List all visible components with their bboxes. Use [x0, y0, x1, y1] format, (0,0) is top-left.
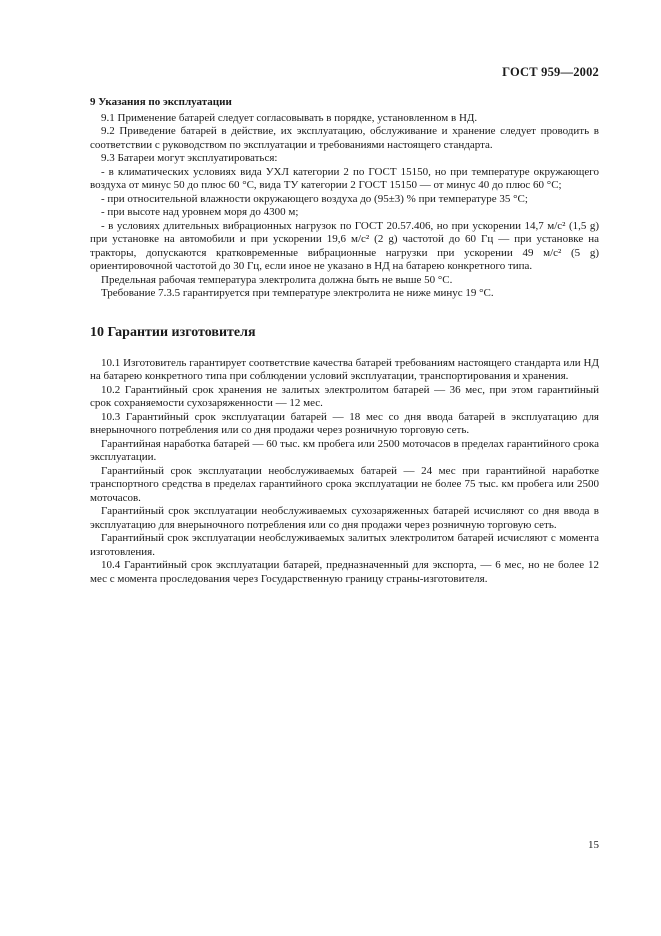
section-9-heading: 9 Указания по эксплуатации: [90, 96, 232, 108]
paragraph-9-2: 9.2 Приведение батарей в действие, их эксплуатацию, обслуживание и хранение следует проводить в соответствии с руководством по эксплуатации и требованиями настоящего стандарта.: [90, 125, 599, 151]
paragraph-10-4: 10.4 Гарантийный срок эксплуатации батарей, предназначенный для экспорта, — 6 мес, но не более 12 мес с момента проследования через Государственную границу страны-изготовителя.: [90, 559, 599, 585]
paragraph-10-2: 10.2 Гарантийный срок хранения не залитых электролитом батарей — 36 мес, при этом гарантийный срок сохраняемости сухозаряженности — 12 мес.: [90, 383, 599, 409]
list-item-humidity: - при относительной влажности окружающего воздуха до (95±3) % при температуре 35 °С;: [101, 192, 528, 205]
paragraph-filled: Гарантийный срок эксплуатации необслуживаемых залитых электролитом батарей исчисляют с момента изготовления.: [90, 532, 599, 558]
list-item-climate: - в климатических условиях вида УХЛ категории 2 по ГОСТ 15150, но при температуре окружающего воздуха от минус 50 до плюс 60 °С, вида ТУ категории 2 ГОСТ 15150 — от минус 40 до плюс 60 °С;: [90, 165, 599, 191]
page-content: [90, 96, 599, 586]
paragraph-9-3: 9.3 Батареи могут эксплуатироваться:: [101, 152, 278, 164]
paragraph-10-1: 10.1 Изготовитель гарантирует соответствие качества батарей требованиям настоящего стандарта или НД на батарею конкретного типа при соблюдении условий эксплуатации, транспортирования и хранения.: [90, 356, 599, 382]
paragraph-warranty-mileage: Гарантийная наработка батарей — 60 тыс. км пробега или 2500 моточасов в пределах гарантийного срока эксплуатации.: [90, 437, 599, 463]
document-header: ГОСТ 959—2002: [502, 65, 599, 79]
section-10-heading: 10 Гарантии изготовителя: [90, 324, 256, 340]
paragraph-10-3: 10.3 Гарантийный срок эксплуатации батарей — 18 мес со дня ввода батарей в эксплуатацию для внерыночного потребления или со дня продажи через розничную торговую сеть.: [90, 410, 599, 436]
paragraph-maintenance-free: Гарантийный срок эксплуатации необслуживаемых батарей — 24 мес при гарантийной наработке транспортного средства в пределах гарантийного срока эксплуатации не более 75 тыс. км пробега или 2500 моточасов.: [90, 464, 599, 504]
list-item-altitude: - при высоте над уровнем моря до 4300 м;: [101, 206, 299, 218]
list-item-vibration: - в условиях длительных вибрационных нагрузок по ГОСТ 20.57.406, но при ускорении 14,7 м/с² (1,5 g) при установке на автомобили и при ускорении 19,6 м/с² (2 g) частотой до 60 Гц — при установке на тракторы, допускаются кратковременные вибрационные нагрузки при ускорении 49 м/с² (5 g) ориентировочной частотой до 30 Гц, если иное не указано в НД на батарею конкретного типа.: [90, 219, 599, 272]
paragraph-9-1: 9.1 Применение батарей следует согласовывать в порядке, установленном в НД.: [101, 111, 478, 124]
paragraph-dry-charged: Гарантийный срок эксплуатации необслуживаемых сухозаряженных батарей исчисляют со дня ввода в эксплуатацию для внерыночного потребления или со дня продажи через розничную торговую сеть.: [90, 505, 599, 531]
page-number: 15: [588, 839, 599, 851]
paragraph-requirement: Требование 7.3.5 гарантируется при температуре электролита не ниже минус 19 °С.: [101, 287, 494, 299]
paragraph-max-temp: Предельная рабочая температура электролита должна быть не выше 50 °С.: [101, 273, 453, 286]
